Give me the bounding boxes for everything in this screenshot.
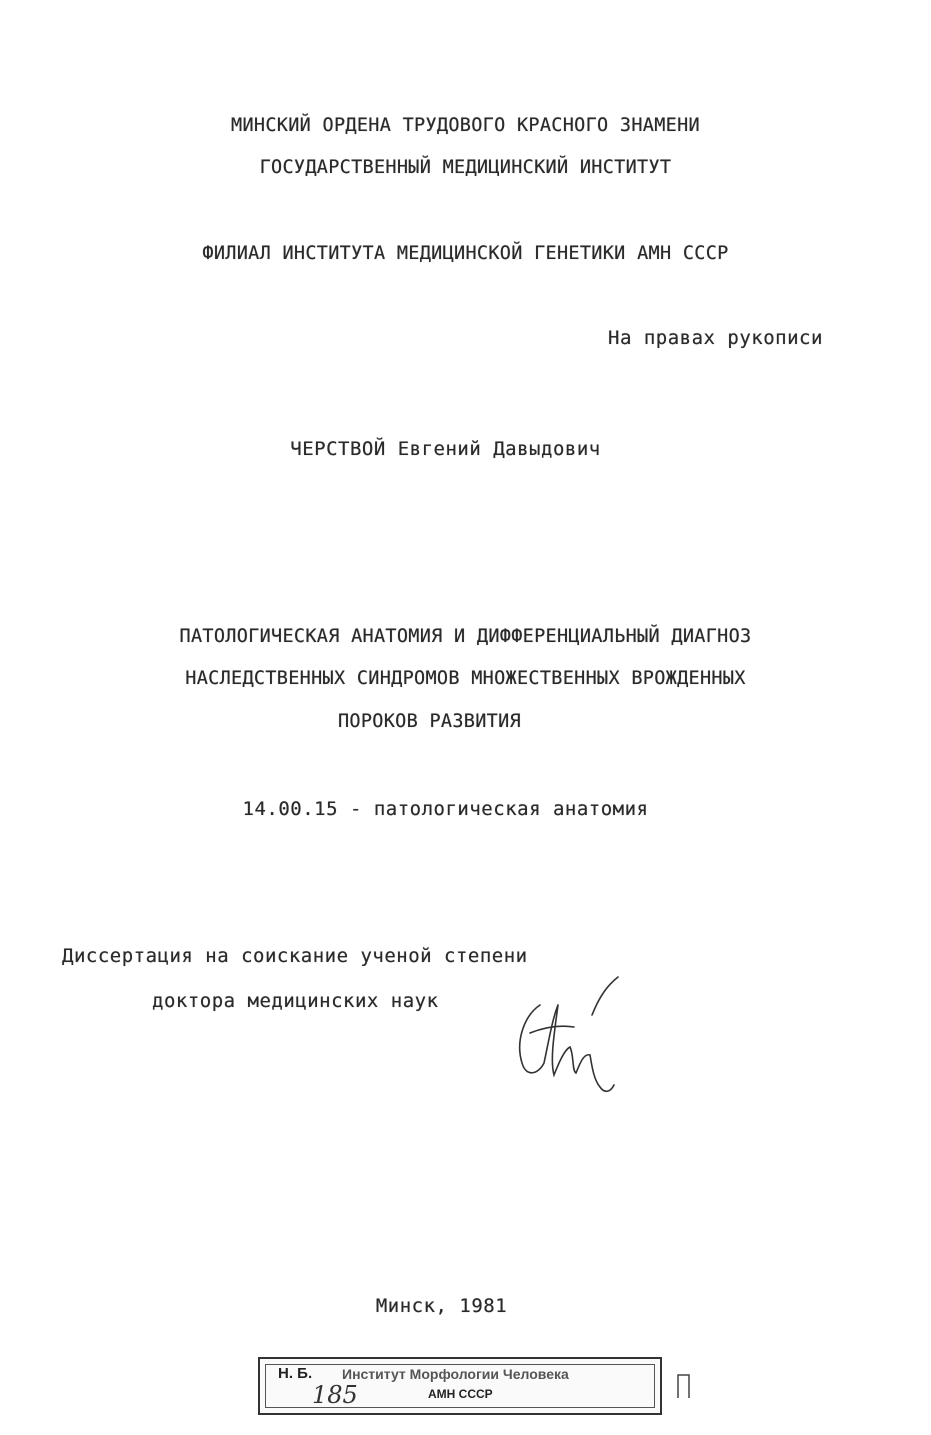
manuscript-note: На правах рукописи <box>608 327 823 349</box>
institute-branch: ФИЛИАЛ ИНСТИТУТА МЕДИЦИНСКОЙ ГЕНЕТИКИ АМН СССР <box>202 243 729 264</box>
thesis-title-line2: НАСЛЕДСТВЕННЫХ СИНДРОМОВ МНОЖЕСТВЕННЫХ ВРОЖДЕННЫХ <box>185 668 746 689</box>
library-stamp <box>258 1357 662 1415</box>
author-signature <box>500 975 630 1115</box>
stamp-head: Н. Б. <box>278 1365 313 1382</box>
stamp-academy: АМН СССР <box>428 1387 493 1401</box>
thesis-title-line3: ПОРОКОВ РАЗВИТИЯ <box>337 711 521 732</box>
degree-line1: Диссертация на соискание ученой степени <box>62 945 528 967</box>
stamp-inventory-number: 185 <box>312 1381 358 1409</box>
degree-line2: доктора медицинских наук <box>152 990 439 1012</box>
place-and-year: Минск, 1981 <box>375 1295 508 1317</box>
author-name: ЧЕРСТВОЙ Евгений Давыдович <box>290 438 601 460</box>
stamp-organization: Институт Морфологии Человека <box>342 1366 569 1382</box>
institute-name-line2: ГОСУДАРСТВЕННЫЙ МЕДИЦИНСКИЙ ИНСТИТУТ <box>259 157 672 178</box>
specialty-code: 14.00.15 - патологическая анатомия <box>242 798 649 820</box>
thesis-title-line1: ПАТОЛОГИЧЕСКАЯ АНАТОМИЯ И ДИФФЕРЕНЦИАЛЬНЫЙ ДИАГНОЗ <box>179 626 752 647</box>
margin-handwritten-mark <box>676 1372 692 1400</box>
institute-name-line1: МИНСКИЙ ОРДЕНА ТРУДОВОГО КРАСНОГО ЗНАМЕНИ <box>231 115 700 136</box>
